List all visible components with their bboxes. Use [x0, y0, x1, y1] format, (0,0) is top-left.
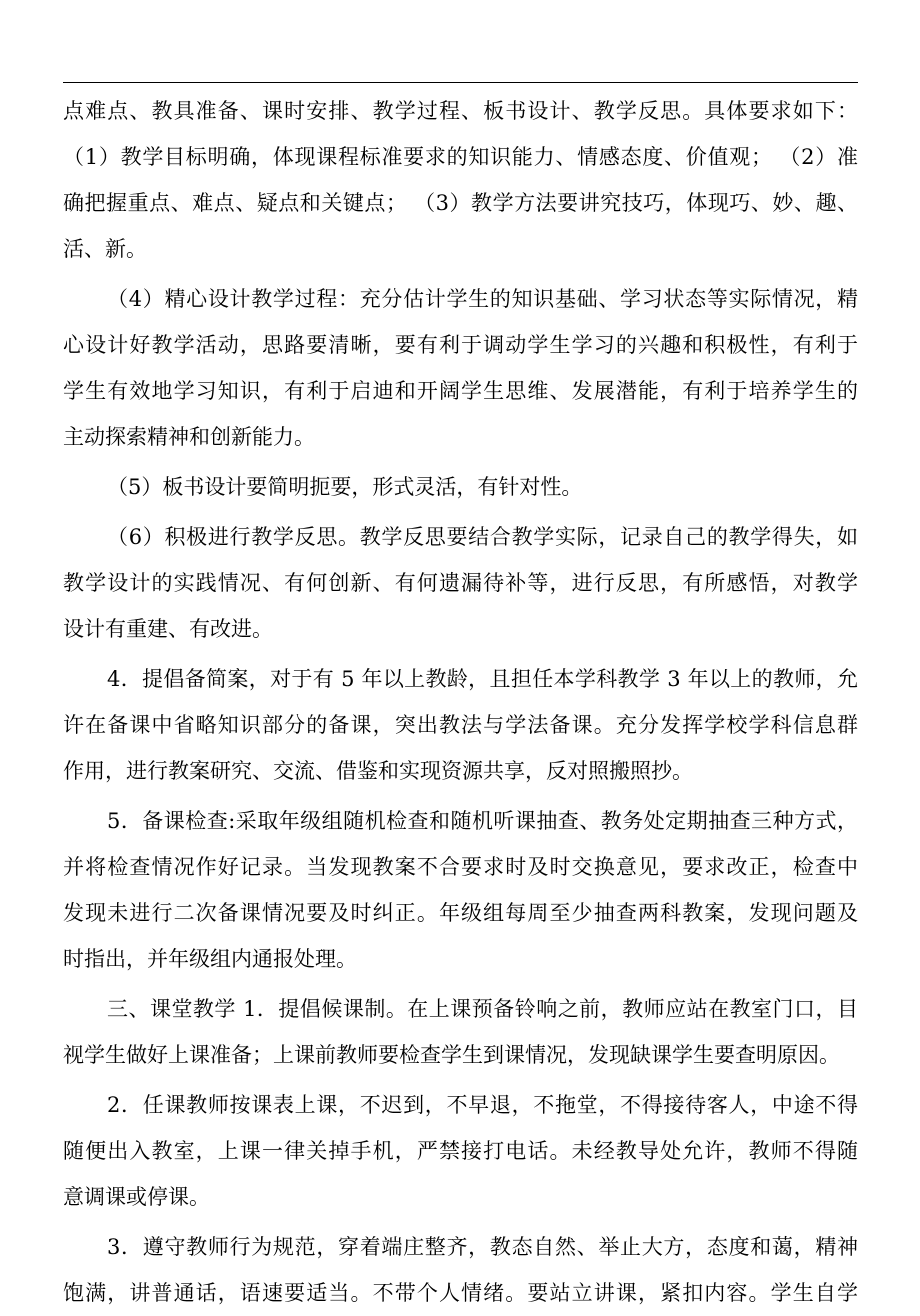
text-line: 设计有重建、有改进。 [63, 617, 273, 641]
text-line: 点难点、教具准备、课时安排、教学过程、板书设计、教学反思。具体要求如下： [63, 99, 858, 123]
text-line: 许在备课中省略知识部分的备课，突出教法与学法备课。充分发挥学校学科信息群 [63, 713, 858, 737]
paragraph [63, 1082, 858, 1220]
text-line: 视学生做好上课准备；上课前教师要检查学生到课情况，发现缺课学生要查明原因。 [63, 1043, 840, 1067]
document-body [63, 88, 858, 1316]
text-line: 作用，进行教案研究、交流、借鉴和实现资源共享，反对照搬照抄。 [63, 759, 693, 783]
paragraph [63, 656, 858, 794]
text-line: 意调课或停课。 [63, 1185, 210, 1209]
paragraph [63, 88, 858, 272]
text-line: 发现未进行二次备课情况要及时纠正。年级组每周至少抽查两科教案，发现问题及 [63, 901, 858, 925]
paragraph [63, 276, 858, 460]
text-line: 3．遵守教师行为规范，穿着端庄整齐，教态自然、举止大方，态度和蔼，精神 [107, 1235, 858, 1259]
paragraph [63, 1224, 858, 1316]
text-line: 并将检查情况作好记录。当发现教案不合要求时及时交换意见，要求改正，检查中 [63, 855, 858, 879]
text-line: 学生有效地学习知识，有利于启迪和开阔学生思维、发展潜能，有利于培养学生的 [63, 379, 858, 403]
text-line: 活、新。 [63, 237, 147, 261]
text-line: （5）板书设计要简明扼要，形式灵活，有针对性。 [107, 475, 583, 499]
paragraph [63, 986, 858, 1078]
text-line: （6）积极进行教学反思。教学反思要结合教学实际，记录自己的教学得失，如 [107, 525, 858, 549]
paragraph [63, 514, 858, 652]
text-line: 2．任课教师按课表上课，不迟到，不早退，不拖堂，不得接待客人，中途不得 [107, 1093, 858, 1117]
text-line: 时指出，并年级组内通报处理。 [63, 947, 357, 971]
text-line: （1）教学目标明确，体现课程标准要求的知识能力、情感态度、价值观； （2）准 [63, 145, 858, 169]
paragraph [63, 798, 858, 982]
text-line: 三、课堂教学 1．提倡候课制。在上课预备铃响之前，教师应站在教室门口，目 [107, 997, 858, 1021]
text-line: 教学设计的实践情况、有何创新、有何遗漏待补等，进行反思，有所感悟，对教学 [63, 571, 858, 595]
text-line: 饱满，讲普通话，语速要适当。不带个人情绪。要站立讲课，紧扣内容。学生自学 [63, 1281, 858, 1305]
header-rule [63, 82, 858, 83]
text-line: 4．提倡备简案，对于有 5 年以上教龄，且担任本学科教学 3 年以上的教师，允 [107, 667, 858, 691]
text-line: 心设计好教学活动，思路要清晰，要有利于调动学生学习的兴趣和积极性，有利于 [63, 333, 858, 357]
text-line: （4）精心设计教学过程：充分估计学生的知识基础、学习状态等实际情况，精 [107, 287, 858, 311]
text-line: 确把握重点、难点、疑点和关键点； （3）教学方法要讲究技巧，体现巧、妙、趣、 [63, 191, 858, 215]
text-line: 5．备课检查:采取年级组随机检查和随机听课抽查、教务处定期抽查三种方式， [107, 809, 858, 833]
paragraph [63, 464, 858, 510]
text-line: 主动探索精神和创新能力。 [63, 425, 315, 449]
text-line: 随便出入教室，上课一律关掉手机，严禁接打电话。未经教导处允许，教师不得随 [63, 1139, 858, 1163]
